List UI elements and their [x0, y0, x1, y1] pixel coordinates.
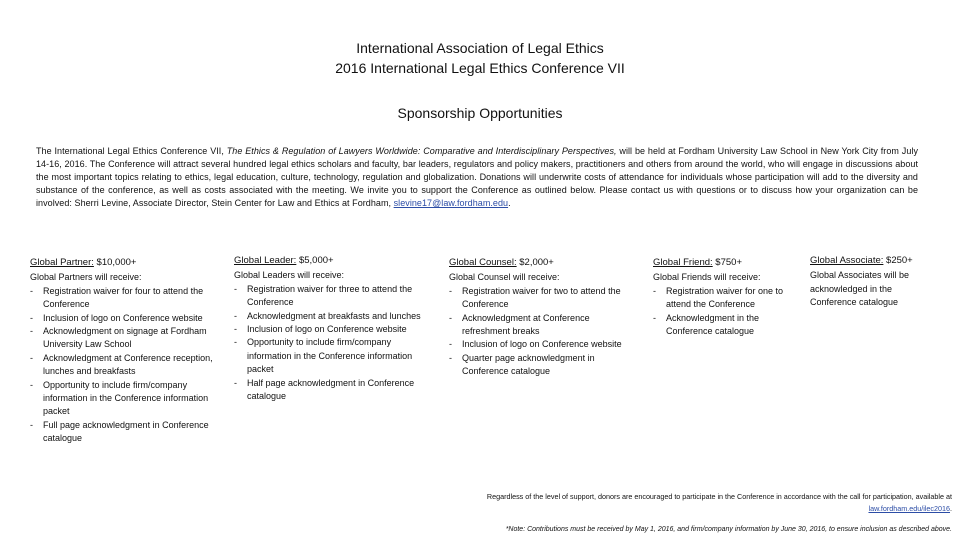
- benefit-item: - Acknowledgment at Conference refreshment breaks: [449, 312, 639, 339]
- intro-text-3: .: [508, 198, 511, 208]
- benefit-item: - Full page acknowledgment in Conference catalogue: [30, 419, 216, 446]
- benefit-item: - Acknowledgment in the Conference catalogue: [653, 312, 793, 339]
- tier-amount: $250+: [883, 255, 913, 266]
- benefit-item: - Registration waiver for two to attend the Conference: [449, 285, 639, 312]
- tier-receive-label: Global Partners will receive:: [30, 272, 142, 283]
- contact-email-link[interactable]: slevine17@law.fordham.edu: [393, 198, 509, 208]
- benefit-item: - Quarter page acknowledgment in Conference catalogue: [449, 352, 639, 379]
- deadline-note: *Note: Contributions must be received by May 1, 2016, and firm/company information by June 30, 2016, to ensure inclusion as described above.: [505, 526, 952, 533]
- tier-global-partner: [30, 256, 216, 446]
- tier-name: Global Counsel:: [449, 257, 517, 268]
- participation-note: [432, 491, 952, 515]
- tier-name: Global Leader:: [234, 255, 297, 266]
- benefit-item: - Registration waiver for one to attend the Conference: [653, 285, 793, 312]
- tier-title: [653, 256, 793, 269]
- tier-global-associate: [810, 254, 928, 310]
- intro-text-2: will be held at Fordham University Law School in New York City from July 14-16, 2016. The Conference will attract several hundred legal ethics scholars and faculty, bar leaders, regulators and policy makers, practitioners and others from around the world, who will engage in discussions about the most important topics relating to ethics, legal education, culture, technology, regulation and globalization. Donations will underwrite costs of attendance for individuals whose participation will add to the diversity and substance of the conference, as well as costs associated with the meeting. We invite you to support the Conference as outlined below. Please contact us with questions or to discuss how your organization can be involved: Sherri Levine, Associate Director, Stein Center for Law and Ethics at Fordham,: [36, 146, 918, 208]
- tier-title: [30, 256, 216, 269]
- tier-amount: $5,000+: [296, 255, 334, 266]
- tier-global-leader: [234, 254, 432, 403]
- tier-amount: $2,000+: [516, 257, 554, 268]
- benefit-list: [449, 285, 639, 379]
- tier-title: [449, 256, 639, 269]
- tier-global-counsel: [449, 256, 639, 379]
- intro-text-1: The International Legal Ethics Conference VII,: [36, 146, 227, 156]
- tier-receive-label: Global Leaders will receive:: [234, 270, 345, 281]
- tier-name: Global Partner:: [30, 257, 94, 268]
- tier-receive-label: Global Friends will receive:: [653, 272, 761, 283]
- benefit-item: - Acknowledgment at breakfasts and lunches: [234, 310, 432, 323]
- benefit-list: [30, 285, 216, 446]
- section-title: Sponsorship Opportunities: [397, 105, 563, 121]
- tier-name: Global Friend:: [653, 257, 713, 268]
- tier-amount: $10,000+: [93, 257, 137, 268]
- conference-url-link[interactable]: law.fordham.edu/ilec2016: [868, 504, 950, 513]
- tier-receive-label: Global Counsel will receive:: [449, 272, 560, 283]
- participation-text: Regardless of the level of support, donors are encouraged to participate in the Conference in accordance with the call for participation, available at: [486, 492, 952, 501]
- tier-title: [810, 254, 928, 267]
- benefit-item: - Inclusion of logo on Conference website: [449, 338, 639, 351]
- tier-name: Global Associate:: [810, 255, 884, 266]
- benefit-item: - Registration waiver for four to attend the Conference: [30, 285, 216, 312]
- benefit-item: - Opportunity to include firm/company information in the Conference information packet: [30, 379, 216, 419]
- benefit-item: - Opportunity to include firm/company information in the Conference information packet: [234, 336, 432, 376]
- document-header: [0, 38, 960, 78]
- benefit-item: - Inclusion of logo on Conference website: [234, 323, 432, 336]
- tier-receive-label: Global Associates will be acknowledged in the Conference catalogue: [810, 270, 910, 308]
- benefit-list: [234, 283, 432, 404]
- tier-global-friend: [653, 256, 793, 338]
- conference-theme: The Ethics & Regulation of Lawyers Worldwide: Comparative and Interdisciplinary Perspectives,: [226, 146, 617, 156]
- tier-amount: $750+: [712, 257, 742, 268]
- benefit-item: - Inclusion of logo on Conference website: [30, 312, 216, 325]
- intro-paragraph: [36, 145, 918, 210]
- organization-title: International Association of Legal Ethics: [356, 40, 604, 56]
- benefit-list: [653, 285, 793, 339]
- benefit-item: - Acknowledgment at Conference reception, lunches and breakfasts: [30, 352, 216, 379]
- benefit-item: - Acknowledgment on signage at Fordham University Law School: [30, 325, 216, 352]
- benefit-item: - Half page acknowledgment in Conference catalogue: [234, 377, 432, 404]
- benefit-item: - Registration waiver for three to attend the Conference: [234, 283, 432, 310]
- participation-text-end: .: [950, 504, 952, 513]
- tier-title: [234, 254, 432, 267]
- conference-title: 2016 International Legal Ethics Conference VII: [335, 60, 625, 76]
